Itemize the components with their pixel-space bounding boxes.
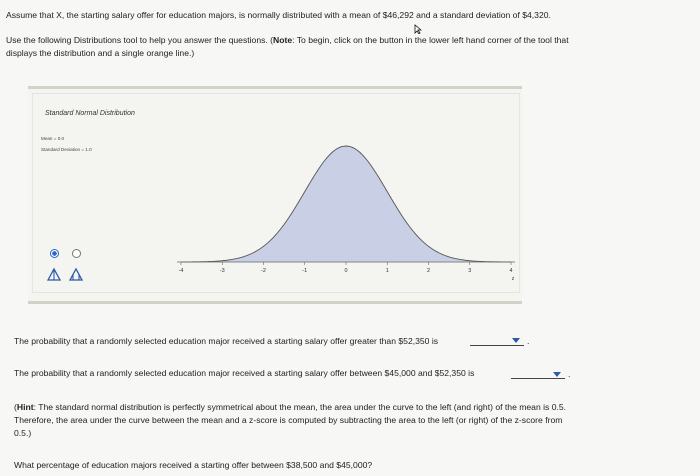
question-intro: Assume that X, the starting salary offer for education majors, is normally distributed with a mean of $46,292 and a standard deviation of $4,320.: [6, 10, 551, 20]
distributions-tool: [28, 86, 522, 304]
question-3: What percentage of education majors received a starting offer between $38,500 and $45,000?: [14, 460, 373, 470]
sd-label: Standard Deviation = 1.0: [41, 147, 92, 152]
instructions-line-1: [6, 34, 569, 46]
radio-button-selected[interactable]: [50, 249, 59, 258]
x-tick-label: 1: [385, 268, 389, 274]
answer-2-dropdown-arrow-icon[interactable]: [553, 372, 561, 377]
instructions-line-2: displays the distribution and a single orange line.): [6, 48, 195, 58]
curve-area: [181, 146, 511, 262]
hint-line-3: 0.5.): [14, 428, 32, 438]
question-2: The probability that a randomly selected education major received a starting salary offer between $45,000 and $52,350 is: [14, 368, 475, 378]
x-tick-label: 3: [468, 268, 472, 274]
tool-panel: [32, 93, 520, 293]
x-tick-label: 0: [344, 268, 348, 274]
answer-1-period: .: [527, 336, 530, 346]
question-1: The probability that a randomly selected education major received a starting salary offer greater than $52,350 is: [14, 336, 439, 346]
hint-open-paren: (: [14, 402, 17, 412]
x-axis-label: z: [511, 276, 515, 282]
single-line-button-icon[interactable]: [47, 267, 63, 281]
mean-label: Mean = 0.0: [41, 136, 65, 141]
hint-label: Hint: [16, 402, 34, 412]
x-tick-label: -1: [302, 268, 308, 274]
x-tick-label: 2: [426, 268, 431, 274]
x-tick-label: -3: [219, 268, 225, 274]
two-line-button-icon[interactable]: [69, 267, 85, 281]
distribution-title: Standard Normal Distribution: [45, 110, 135, 117]
x-ticks: [179, 262, 513, 274]
x-tick-label: -4: [178, 268, 184, 274]
answer-1-dropdown-arrow-icon[interactable]: [512, 338, 520, 343]
hint-text-1: : The standard normal distribution is perfectly symmetrical about the mean, the area under the curve to the left (and right) of the mean is 0.5.: [33, 402, 567, 412]
x-tick-label: 4: [509, 268, 513, 274]
normal-distribution-chart: [173, 142, 518, 287]
hint-line-1: [14, 401, 566, 413]
answer-2-period: .: [568, 369, 571, 379]
instructions-post: : To begin, click on the button in the lower left hand corner of the tool that: [292, 35, 569, 45]
hint-line-2: Therefore, the area under the curve between the mean and a z-score is computed by subtracting the area to the left (or right) of the z-score from: [14, 415, 563, 425]
instructions-pre: Use the following Distributions tool to help you answer the questions. (: [6, 35, 274, 45]
mouse-cursor-icon: [414, 24, 422, 34]
radio-button-unselected[interactable]: [72, 249, 81, 258]
x-tick-label: -2: [261, 268, 266, 274]
instructions-note: Note: [273, 35, 293, 45]
